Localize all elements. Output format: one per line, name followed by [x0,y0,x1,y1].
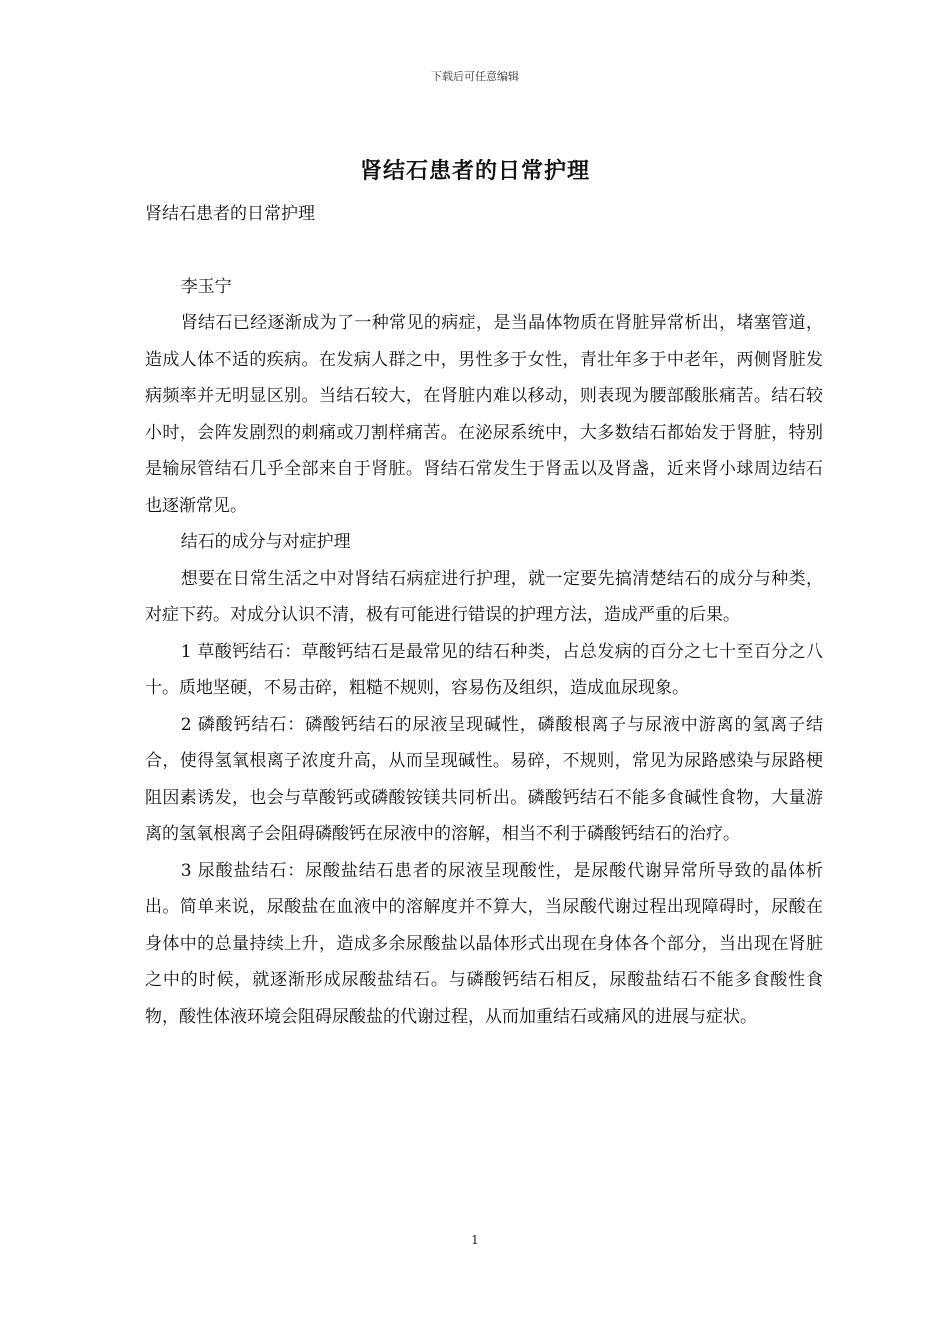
list-item-calcium-phosphate: 2 磷酸钙结石：磷酸钙结石的尿液呈现碱性，磷酸根离子与尿液中游离的氢离子结合，使得氢氧根离子浓度升高，从而呈现碱性。易碎，不规则，常见为尿路感染与尿路梗阻因素诱发，也会与草酸钙或磷酸铵镁共同析出。磷酸钙结石不能多食碱性食物，大量游离的氢氧根离子会阻碍磷酸钙在尿液中的溶解，相当不利于磷酸钙结石的治疗。 [145,714,823,844]
page-number: 1 [471,1233,479,1247]
author-name: 李玉宁 [180,276,232,297]
header-note: 下载后可任意编辑 [431,70,519,83]
list-item-urate: 3 尿酸盐结石：尿酸盐结石患者的尿液呈现酸性，是尿酸代谢异常所导致的晶体析出。简单来说，尿酸盐在血液中的溶解度并不算大，当尿酸代谢过程出现障碍时，尿酸在身体中的总量持续上升，造成多余尿酸盐以晶体形式出现在身体各个部分，当出现在肾脏之中的时候，就逐渐形成尿酸盐结石。与磷酸钙结石相反，尿酸盐结石不能多食酸性食物，酸性体液环境会阻碍尿酸盐的代谢过程，从而加重结石或痛风的进展与症状。 [145,860,823,1027]
document-title: 肾结石患者的日常护理 [359,158,590,184]
list-item-calcium-oxalate: 1 草酸钙结石：草酸钙结石是最常见的结石种类，占总发病的百分之七十至百分之八十。质地坚硬，不易击碎，粗糙不规则，容易伤及组织，造成血尿现象。 [145,641,823,698]
section-heading: 结石的成分与对症护理 [180,532,351,552]
intro-paragraph: 肾结石已经逐渐成为了一种常见的病症，是当晶体物质在肾脏异常析出，堵塞管道，造成人体不适的疾病。在发病人群之中，男性多于女性，青壮年多于中老年，两侧肾脏发病频率并无明显区别。当结石较大，在肾脏内难以移动，则表现为腰部酸胀痛苦。结石较小时，会阵发剧烈的刺痛或刀割样痛苦。在泌尿系统中，大多数结石都始发于肾脏，特别是输尿管结石几乎全部来自于肾脏。肾结石常发生于肾盂以及肾盏，近来肾小球周边结石也逐渐常见。 [145,313,823,516]
document-subtitle: 肾结石患者的日常护理 [145,204,315,224]
document-body [145,196,823,1035]
body-paragraph: 想要在日常生活之中对肾结石病症进行护理，就一定要先搞清楚结石的成分与种类，对症下药。对成分认识不清，极有可能进行错误的护理方法，造成严重的后果。 [145,568,823,625]
